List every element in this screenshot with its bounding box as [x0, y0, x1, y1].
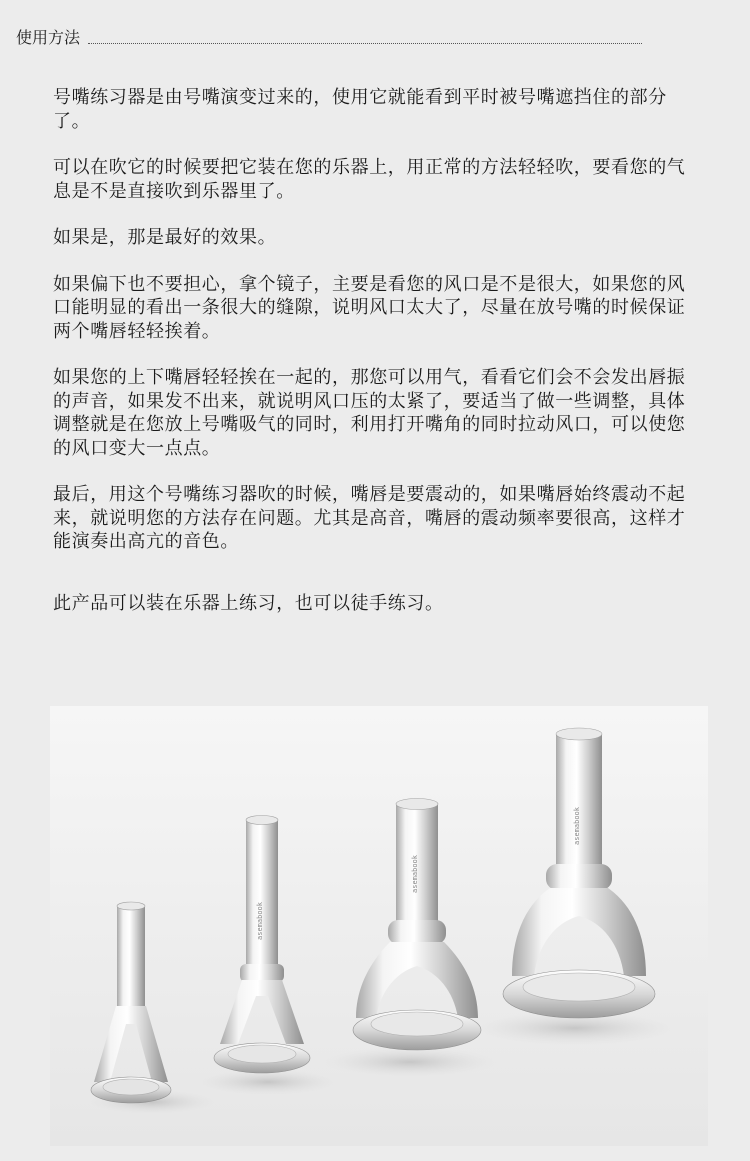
visualizer-medium-large: [353, 799, 481, 1051]
engraving-text: asemabook: [573, 807, 581, 845]
section-header: [16, 24, 642, 48]
visualizer-small: [91, 902, 171, 1103]
visualizer-medium-small: [214, 816, 310, 1074]
paragraph-intro: 号嘴练习器是由号嘴演变过来的，使用它就能看到平时被号嘴遮挡住的部分了。: [53, 87, 667, 132]
paragraph-usage: 可以在吹它的时候要把它装在您的乐器上，用正常的方法轻轻吹，要看您的气息是不是直接吹到乐器里了。: [53, 157, 686, 202]
paragraph-aperture-tight: 如果您的上下嘴唇轻轻挨在一起的，那您可以用气，看看它们会不会发出唇振的声音，如果发不出来，就说明风口压的太紧了，要适当了做一些调整，具体调整就是在您放上号嘴吸气的同时，利用打开嘴角的同时拉动风口，可以使您的风口变大一点点。: [53, 367, 686, 459]
instructions-body: [53, 86, 703, 638]
paragraph-conclusion: 最后，用这个号嘴练习器吹的时候，嘴唇是要震动的，如果嘴唇始终震动不起来，就说明您的方法存在问题。尤其是高音，嘴唇的震动频率要很高，这样才能演奏出高亢的音色。: [53, 484, 686, 552]
dotted-divider: [88, 43, 642, 44]
engraving-text: asemabook: [411, 855, 419, 893]
product-tagline: 此产品可以装在乐器上练习，也可以徒手练习。: [53, 592, 444, 614]
paragraph-best-effect: 如果是，那是最好的效果。: [53, 227, 277, 248]
mouthpiece-visualizers-illustration: [50, 706, 708, 1146]
visualizer-large: [503, 728, 655, 1018]
section-title: 使用方法: [16, 28, 81, 47]
product-photo: [50, 706, 708, 1146]
engraving-text: asemabook: [256, 902, 264, 940]
paragraph-aperture-large: 如果偏下也不要担心，拿个镜子，主要是看您的风口是不是很大，如果您的风口能明显的看出一条很大的缝隙，说明风口太大了，尽量在放号嘴的时候保证两个嘴唇轻轻挨着。: [53, 273, 686, 342]
